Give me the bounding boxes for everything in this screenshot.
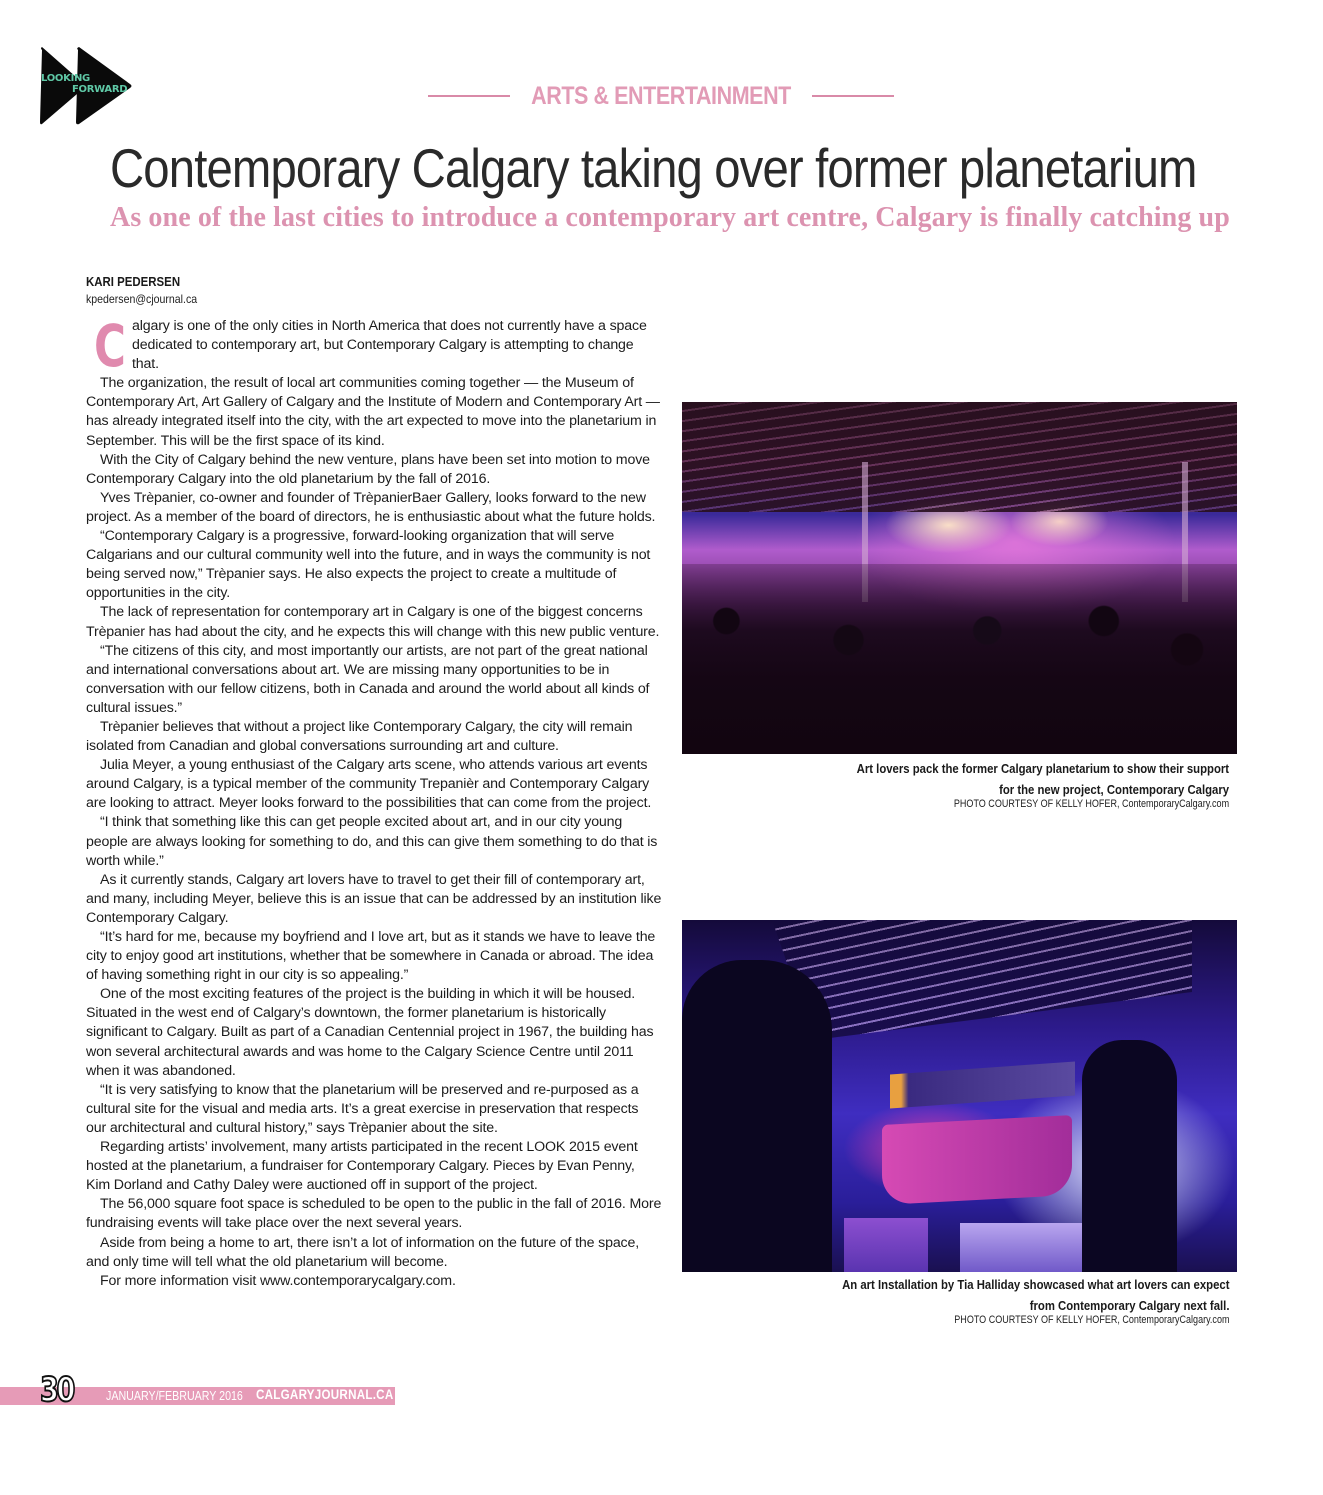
- paragraph: One of the most exciting features of the project is the building in which it will be housed. Situated in the west end of Calgary’s downtown, the former planetarium is historically significant to Calgary. Built as part of a Canadian Centennial project in 1967, the building has won several architectural awards and was home to the Calgary Science Centre until 2011 when it was abandoned.: [86, 986, 654, 1079]
- photo-pedestal: [960, 1223, 1088, 1272]
- author-email[interactable]: kpedersen@cjournal.ca: [86, 292, 198, 306]
- drop-cap: C: [94, 312, 126, 380]
- paragraph: Yves Trèpanier, co-owner and founder of TrèpanierBaer Gallery, looks forward to the new project. As a member of the board of directors, he is enthusiastic about what the future holds.: [86, 489, 656, 525]
- article-body: [86, 312, 662, 1291]
- photo-window: [890, 1062, 1075, 1109]
- headline: Contemporary Calgary taking over former planetarium: [110, 137, 1197, 199]
- photo-caption: [796, 758, 1229, 810]
- photo-silhouette: [682, 960, 832, 1272]
- paragraph: For more information visit www.contemporarycalgary.com.: [100, 1272, 456, 1289]
- paragraph: The lack of representation for contemporary art in Calgary is one of the biggest concerns Trèpanier has had about the city, and he expects this will change with this new public venture.: [86, 604, 660, 640]
- logo-line-2: FORWARD: [72, 84, 128, 95]
- byline: [86, 274, 212, 306]
- paragraph: Regarding artists’ involvement, many artists participated in the recent LOOK 2015 event hosted at the planetarium, a fundraiser for Contemporary Calgary. Pieces by Evan Penny, Kim Dorland and Cathy Daley were auctioned off in support of the project.: [86, 1139, 638, 1194]
- section-rule-right: [812, 95, 894, 97]
- paragraph: “It is very satisfying to know that the planetarium will be preserved and re-purposed as a cultural site for the visual and media arts. It’s a great exercise in preservation that respects our architectural and cultural history,” says Trèpanier about the site.: [86, 1081, 639, 1136]
- photo-art-installation: [682, 920, 1237, 1272]
- paragraph: Trèpanier believes that without a project like Contemporary Calgary, the city will remain isolated from Canadian and global conversations surrounding art and culture.: [86, 718, 633, 755]
- logo-line-1: LOOKING: [41, 73, 90, 84]
- photo-caption: [779, 1274, 1229, 1326]
- issue-date: JANUARY/FEBRUARY 2016: [106, 1388, 243, 1403]
- site-link[interactable]: CALGARYJOURNAL.CA: [256, 1387, 394, 1402]
- photo-silhouette: [1082, 1040, 1177, 1272]
- subheadline: As one of the last cities to introduce a contemporary art centre, Calgary is finally catching up: [110, 202, 1230, 233]
- paragraph: With the City of Calgary behind the new venture, plans have been set into motion to move Contemporary Calgary into the old planetarium by the fall of 2016.: [86, 451, 650, 487]
- page-number: 30: [40, 1370, 74, 1410]
- caption-line: for the new project, Contemporary Calgary: [998, 782, 1229, 797]
- section-rule-left: [428, 95, 510, 97]
- paragraph: Aside from being a home to art, there isn’t a lot of information on the future of the space, and only time will tell what the old planetarium will become.: [86, 1234, 640, 1270]
- paragraph: Julia Meyer, a young enthusiast of the Calgary arts scene, who attends various art events around Calgary, is a typical member of the community Trepanièr and Contemporary Calgary are looking to attract. Meyer looks forward to the possibilities that can come from the project.: [86, 757, 652, 812]
- section-header: [428, 80, 894, 112]
- photo-ceiling-grid: [772, 920, 1192, 1040]
- author-name: KARI PEDERSEN: [86, 274, 181, 289]
- paragraph: Calgary is one of the only cities in North America that does not currently have a space dedicated to contemporary art, but Contemporary Calgary is attempting to change that.: [94, 312, 647, 380]
- paragraph: The organization, the result of local art communities coming together — the Museum of Contemporary Art, Art Gallery of Calgary and the Institute of Modern and Contemporary Art — has already integrated itself into the city, with the art expected to move into the planetarium in September. This will be the first space of its kind.: [86, 375, 660, 449]
- paragraph: “It’s hard for me, because my boyfriend and I love art, but as it stands we have to leave the city to enjoy good art institutions, whether that be somewhere in Canada or abroad. The idea of having something right in our city is so appealing.”: [86, 929, 656, 984]
- paragraph: As it currently stands, Calgary art lovers have to travel to get their fill of contemporary art, and many, including Meyer, believe this is an issue that can be addressed by an institution like Contemporary Calgary.: [86, 871, 662, 926]
- paragraph: “Contemporary Calgary is a progressive, forward-looking organization that will serve Calgarians and our cultural community well into the future, and in ways the community is not being served now,” Trèpanier says. He also expects the project to create a multitude of opportunities in the city.: [86, 528, 651, 602]
- paragraph: “The citizens of this city, and most importantly our artists, are not part of the great national and international conversations about art. We are missing many opportunities to be in conversation with our fellow citizens, both in Canada and around the world about all kinds of cultural issues.”: [86, 642, 650, 716]
- photo-ceiling: [682, 402, 1237, 512]
- photo-credit: PHOTO COURTESY OF KELLY HOFER, ContemporaryCalgary.com: [953, 1314, 1229, 1326]
- caption-line: An art Installation by Tia Halliday showcased what art lovers can expect: [841, 1277, 1229, 1292]
- photo-crowd-planetarium: [682, 402, 1237, 754]
- section-label: ARTS & ENTERTAINMENT: [531, 81, 791, 110]
- photo-credit: PHOTO COURTESY OF KELLY HOFER, ContemporaryCalgary.com: [953, 798, 1229, 810]
- photo-fabric-installation: [882, 1115, 1072, 1205]
- caption-line: from Contemporary Calgary next fall.: [1029, 1298, 1229, 1313]
- paragraph: The 56,000 square foot space is scheduled to be open to the public in the fall of 2016. More fundraising events will take place over the next several years.: [86, 1196, 662, 1232]
- caption-line: Art lovers pack the former Calgary planetarium to show their support: [856, 761, 1229, 776]
- photo-crowd: [682, 564, 1237, 754]
- looking-forward-logo: [38, 46, 134, 126]
- photo-pedestal: [844, 1218, 928, 1272]
- paragraph: “I think that something like this can get people excited about art, and in our city young people are always looking for something to do, and this can give them something to do that is worth while.”: [86, 814, 658, 869]
